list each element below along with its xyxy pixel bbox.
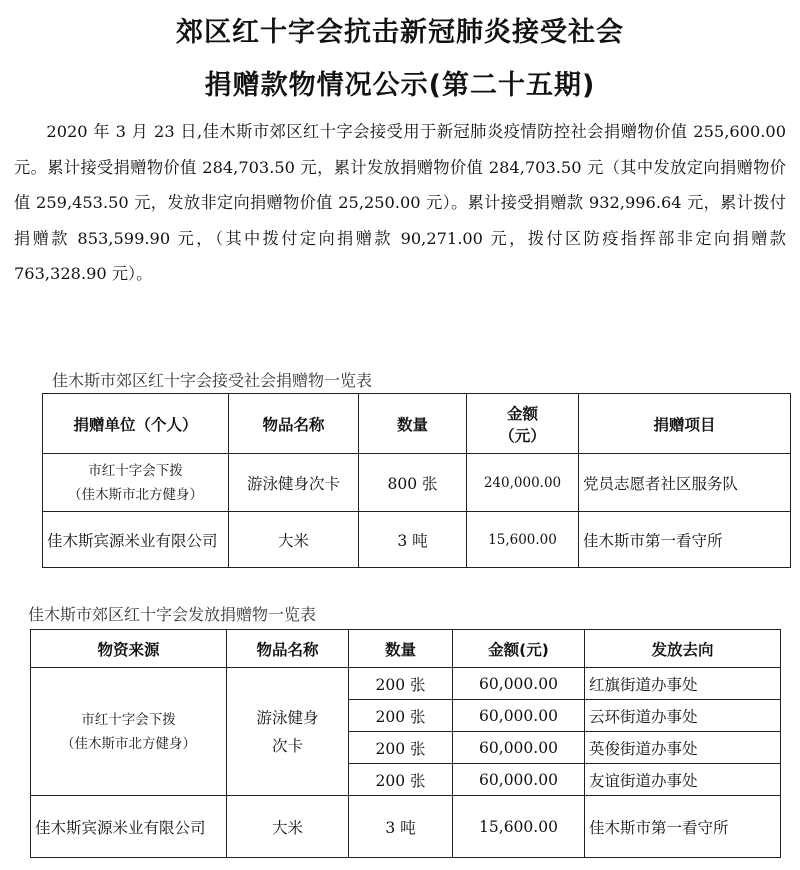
destination-cell: 佳木斯市第一看守所 (585, 796, 781, 858)
col-header-item: 物品名称 (229, 394, 359, 454)
distributed-donations-table (30, 629, 781, 858)
amount-cell: 60,000.00 (453, 700, 585, 732)
item-cell: 游泳健身次卡 (229, 454, 359, 512)
table-row (43, 512, 791, 568)
qty-cell: 3 吨 (359, 512, 467, 568)
source-cell: 佳木斯宾源米业有限公司 (31, 796, 227, 858)
announcement-text: 2020 年 3 月 23 日,佳木斯市郊区红十字会接受用于新冠肺炎疫情防控社会捐赠物价值 255,600.00 元。累计接受捐赠物价值 284,703.50 元，累计发放捐赠物价值 284,703.50 元（其中发放定向捐赠物价值 259,453.50 元，发放非定向捐赠物价值 25,250.00 元）。累计接受捐赠款 932,996.64 元，累计拨付捐赠款 853,599.90 元，（其中拨付定向捐赠款 90,271.00 元，拨付区防疫指挥部非定向捐赠款 763,328.90 元）。 (14, 122, 786, 283)
qty-cell: 800 张 (359, 454, 467, 512)
col-header-destination: 发放去向 (585, 630, 781, 668)
col-header-amount: 金额(元) (453, 630, 585, 668)
col-header-donor: 捐赠单位（个人） (43, 394, 229, 454)
project-cell: 佳木斯市第一看守所 (579, 512, 791, 568)
qty-cell: 200 张 (349, 732, 453, 764)
table1-caption: 佳木斯市郊区红十字会接受社会捐赠物一览表 (52, 371, 373, 390)
item-cell: 大米 (227, 796, 349, 858)
col-header-amount (467, 394, 579, 454)
table-row (43, 454, 791, 512)
donor-cell: 市红十字会下拨 （佳木斯市北方健身） (43, 454, 229, 512)
amount-cell: 15,600.00 (453, 796, 585, 858)
destination-cell: 友谊街道办事处 (585, 764, 781, 796)
amount-cell: 60,000.00 (453, 764, 585, 796)
item-cell: 大米 (229, 512, 359, 568)
amount-header-unit: （元） (499, 426, 546, 445)
col-header-source: 物资来源 (31, 630, 227, 668)
page-title-line-1: 郊区红十字会抗击新冠肺炎接受社会 (176, 17, 624, 48)
amount-cell: 60,000.00 (453, 668, 585, 700)
donor-cell: 佳木斯宾源米业有限公司 (43, 512, 229, 568)
col-header-qty: 数量 (359, 394, 467, 454)
amount-cell: 240,000.00 (467, 454, 579, 512)
table-row (31, 668, 781, 700)
source-cell: 市红十字会下拨 （佳木斯市北方健身） (31, 668, 227, 796)
destination-cell: 红旗街道办事处 (585, 668, 781, 700)
page-title-line-2: 捐赠款物情况公示(第二十五期) (204, 70, 596, 101)
col-header-item: 物品名称 (227, 630, 349, 668)
item-cell: 游泳健身 次卡 (227, 668, 349, 796)
received-donations-table (42, 393, 791, 568)
table-header-row (31, 630, 781, 668)
table2-caption: 佳木斯市郊区红十字会发放捐赠物一览表 (28, 605, 317, 624)
qty-cell: 200 张 (349, 668, 453, 700)
destination-cell: 云环街道办事处 (585, 700, 781, 732)
announcement-paragraph (14, 114, 786, 292)
project-cell: 党员志愿者社区服务队 (579, 454, 791, 512)
table-row (31, 796, 781, 858)
col-header-qty: 数量 (349, 630, 453, 668)
table-header-row (43, 394, 791, 454)
destination-cell: 英俊街道办事处 (585, 732, 781, 764)
qty-cell: 200 张 (349, 700, 453, 732)
qty-cell: 3 吨 (349, 796, 453, 858)
amount-header-label: 金额 (506, 404, 538, 423)
qty-cell: 200 张 (349, 764, 453, 796)
amount-cell: 15,600.00 (467, 512, 579, 568)
col-header-project: 捐赠项目 (579, 394, 791, 454)
amount-cell: 60,000.00 (453, 732, 585, 764)
